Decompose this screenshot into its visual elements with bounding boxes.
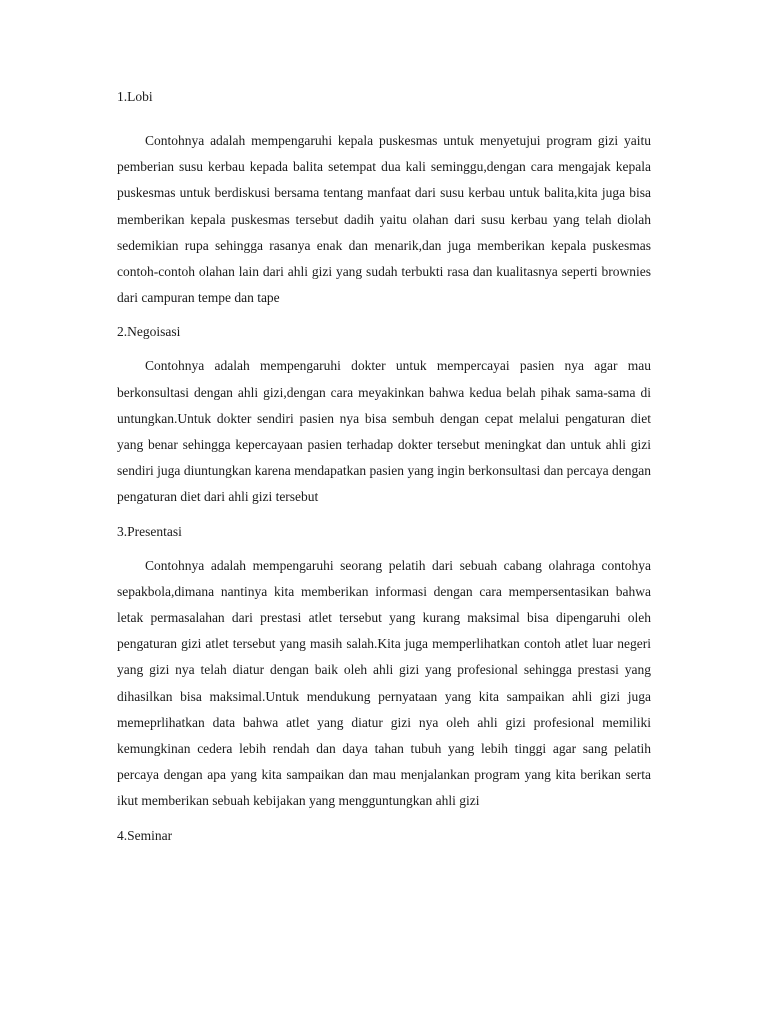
section-body-presentasi: Contohnya adalah mempengaruhi seorang pelatih dari sebuah cabang olahraga contohya sepakbola,dimana nantinya kita memberikan informasi dengan cara mempersentasikan bahwa letak permasalahan dari prestasi atlet tersebut yang kurang maksimal bisa dipengaruhi oleh pengaturan gizi atlet tersebut yang masih salah.Kita juga memperlihatkan contoh atlet luar negeri yang gizi nya telah diatur dengan baik oleh ahli gizi yang profesional sehingga prestasi yang dihasilkan bisa maksimal.Untuk mendukung pernyataan yang kita sampaikan ahli gizi juga memeprlihatkan data bahwa atlet yang diatur gizi nya oleh ahli gizi profesional memiliki kemungkinan cedera lebih rendah dan daya tahan tubuh yang lebih tinggi agar sang pelatih percaya dengan apa yang kita sampaikan dan mau menjalankan program yang kita berikan serta ikut memberikan sebuah kebijakan yang mengguntungkan ahli gizi (117, 557, 651, 809)
section-heading-negoisasi: 2.Negoisasi (117, 324, 181, 340)
section-heading-presentasi: 3.Presentasi (117, 523, 182, 539)
section-heading-seminar: 4.Seminar (117, 827, 173, 843)
document-page (117, 84, 651, 849)
section-body-lobi: Contohnya adalah mempengaruhi kepala puskesmas untuk menyetujui program gizi yaitu pemberian susu kerbau kepada balita setempat dua kali seminggu,dengan cara mengajak kepala puskesmas untuk berdiskusi bersama tentang manfaat dari susu kerbau untuk balita,kita juga bisa memberikan kepala puskesmas tersebut dadih yaitu olahan dari susu kerbau yang telah diolah sedemikian rupa sehingga rasanya enak dan menarik,dan juga memberikan kepala puskesmas contoh-contoh olahan lain dari ahli gizi yang sudah terbukti rasa dan kualitasnya seperti brownies dari campuran tempe dan tape (117, 133, 651, 306)
section-heading-lobi: 1.Lobi (117, 89, 153, 104)
section-body-negoisasi: Contohnya adalah mempengaruhi dokter untuk mempercayai pasien nya agar mau berkonsultasi dengan ahli gizi,dengan cara meyakinkan bahwa kedua belah pihak sama-sama di untungkan.Untuk dokter sendiri pasien nya bisa sembuh dengan cepat melalui pengaturan diet yang benar sehingga kepercayaan pasien terhadap dokter tersebut meningkat dan untuk ahli gizi sendiri juga diuntungkan karena mendapatkan pasien yang ingin berkonsultasi dan percaya dengan pengaturan diet dari ahli gizi tersebut (117, 358, 651, 505)
